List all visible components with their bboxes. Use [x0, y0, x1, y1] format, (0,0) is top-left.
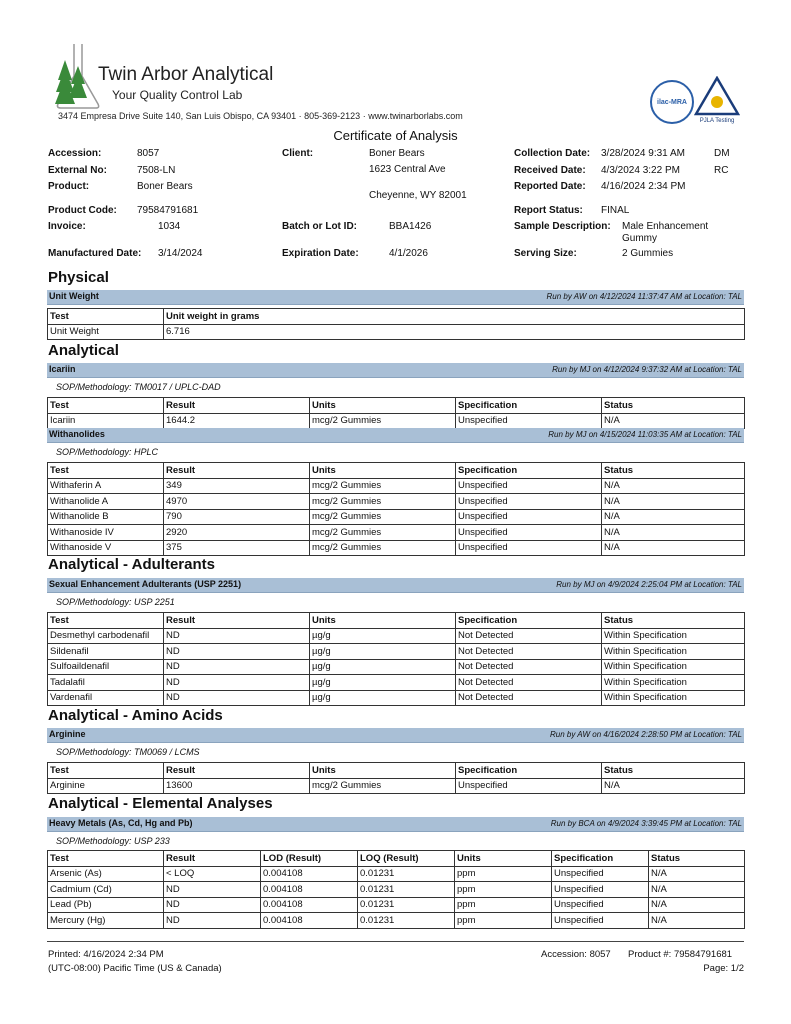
table-cell: Withanoside V — [48, 540, 164, 556]
band-label: Arginine — [49, 729, 86, 739]
client-address-1: 1623 Central Ave — [369, 164, 446, 175]
table-cell: ND — [164, 659, 310, 675]
table-cell: ND — [164, 644, 310, 660]
lab-address: 3474 Empresa Drive Suite 140, San Luis Obispo, CA 93401 · 805-369-2123 · www.twinarborlabs.com — [58, 111, 463, 121]
table-cell: 0.01231 — [358, 897, 455, 913]
column-header: LOD (Result) — [261, 851, 358, 867]
table-cell: 6.716 — [164, 324, 745, 340]
arginine-table — [47, 762, 745, 794]
table-row — [48, 897, 745, 913]
table-row — [48, 628, 745, 644]
table-row — [48, 494, 745, 510]
table-cell: Withanoside IV — [48, 525, 164, 541]
table-cell: Not Detected — [456, 659, 602, 675]
run-info: Run by AW on 4/16/2024 2:28:50 PM at Location: TAL — [550, 730, 742, 739]
table-header-row — [48, 309, 745, 325]
table-cell: Withanolide B — [48, 509, 164, 525]
table-cell: ND — [164, 675, 310, 691]
table-cell: mcg/2 Gummies — [310, 525, 456, 541]
table-cell: 0.004108 — [261, 882, 358, 898]
received-value: 4/3/2024 3:22 PM — [601, 165, 680, 176]
manufactured-value: 3/14/2024 — [158, 248, 203, 259]
table-cell: Sulfoaildenafil — [48, 659, 164, 675]
column-header: Units — [455, 851, 552, 867]
table-row — [48, 644, 745, 660]
column-header: LOQ (Result) — [358, 851, 455, 867]
reported-label: Reported Date: — [514, 181, 586, 192]
table-cell: Unit Weight — [48, 324, 164, 340]
table-cell: Unspecified — [552, 897, 649, 913]
table-cell: µg/g — [310, 659, 456, 675]
footer-product-number: Product #: 79584791681 — [628, 949, 733, 960]
product-label: Product: — [48, 181, 90, 192]
table-header-row — [48, 763, 745, 779]
column-header: Units — [310, 613, 456, 629]
table-cell: Withaferin A — [48, 478, 164, 494]
table-cell: mcg/2 Gummies — [310, 509, 456, 525]
table-cell: 4970 — [164, 494, 310, 510]
table-cell: ND — [164, 913, 261, 929]
column-header: Test — [48, 851, 164, 867]
report-status-label: Report Status: — [514, 205, 583, 216]
column-header: Specification — [456, 763, 602, 779]
sop-methodology: SOP/Methodology: USP 2251 — [56, 597, 175, 607]
table-row — [48, 659, 745, 675]
table-cell: Within Specification — [602, 690, 745, 706]
band-heavy-metals — [47, 817, 744, 832]
run-info: Run by BCA on 4/9/2024 3:39:45 PM at Location: TAL — [550, 819, 742, 828]
column-header: Result — [164, 398, 310, 414]
table-row — [48, 913, 745, 929]
lab-name: Twin Arbor Analytical — [98, 64, 274, 85]
table-cell: ppm — [455, 866, 552, 882]
batch-label: Batch or Lot ID: — [282, 221, 357, 232]
table-cell: Unspecified — [552, 913, 649, 929]
product-code-value: 79584791681 — [137, 205, 199, 216]
section-title-adulterants: Analytical - Adulterants — [48, 556, 215, 573]
table-row — [48, 882, 745, 898]
footer-accession: Accession: 8057 — [541, 949, 611, 960]
band-label: Icariin — [49, 364, 76, 374]
band-adulterants — [47, 578, 744, 593]
column-header: Unit weight in grams — [164, 309, 745, 325]
invoice-label: Invoice: — [48, 221, 86, 232]
table-cell: Unspecified — [456, 478, 602, 494]
table-cell: Mercury (Hg) — [48, 913, 164, 929]
table-cell: 0.004108 — [261, 866, 358, 882]
table-cell: Not Detected — [456, 644, 602, 660]
table-cell: Unspecified — [456, 778, 602, 794]
column-header: Test — [48, 398, 164, 414]
band-label: Withanolides — [49, 429, 105, 439]
table-header-row — [48, 851, 745, 867]
adulterants-table — [47, 612, 745, 706]
table-cell: ND — [164, 690, 310, 706]
table-cell: Lead (Pb) — [48, 897, 164, 913]
table-cell: 0.01231 — [358, 866, 455, 882]
table-cell: µg/g — [310, 644, 456, 660]
table-cell: Unspecified — [456, 413, 602, 429]
table-cell: ppm — [455, 897, 552, 913]
table-cell: Cadmium (Cd) — [48, 882, 164, 898]
external-value: 7508-LN — [137, 165, 176, 176]
table-cell: Not Detected — [456, 675, 602, 691]
column-header: Specification — [552, 851, 649, 867]
column-header: Status — [602, 763, 745, 779]
table-cell: Vardenafil — [48, 690, 164, 706]
section-title-amino-acids: Analytical - Amino Acids — [48, 707, 223, 724]
run-info: Run by MJ on 4/9/2024 2:25:04 PM at Location: TAL — [556, 580, 742, 589]
section-title-physical: Physical — [48, 269, 109, 286]
table-cell: Tadalafil — [48, 675, 164, 691]
timezone: (UTC-08:00) Pacific Time (US & Canada) — [48, 963, 222, 974]
table-row — [48, 690, 745, 706]
table-cell: Not Detected — [456, 690, 602, 706]
table-cell: 349 — [164, 478, 310, 494]
heavy-metals-table — [47, 850, 745, 929]
report-status-value: FINAL — [601, 205, 630, 216]
table-header-row — [48, 613, 745, 629]
accession-value: 8057 — [137, 148, 160, 159]
column-header: Status — [649, 851, 745, 867]
product-code-label: Product Code: — [48, 205, 117, 216]
column-header: Result — [164, 613, 310, 629]
table-cell: Within Specification — [602, 644, 745, 660]
client-address-2: Cheyenne, WY 82001 — [369, 190, 467, 201]
column-header: Specification — [456, 613, 602, 629]
sop-methodology: SOP/Methodology: USP 233 — [56, 836, 170, 846]
table-cell: Within Specification — [602, 659, 745, 675]
table-cell: 2920 — [164, 525, 310, 541]
table-cell: Unspecified — [552, 882, 649, 898]
table-cell: Within Specification — [602, 675, 745, 691]
footer-divider — [47, 941, 744, 942]
table-row — [48, 324, 745, 340]
table-cell: ppm — [455, 882, 552, 898]
table-cell: 0.01231 — [358, 913, 455, 929]
table-cell: Desmethyl carbodenafil — [48, 628, 164, 644]
client-label: Client: — [282, 148, 314, 159]
table-cell: 13600 — [164, 778, 310, 794]
manufactured-label: Manufactured Date: — [48, 248, 142, 259]
column-header: Specification — [456, 463, 602, 479]
band-label: Sexual Enhancement Adulterants (USP 2251) — [49, 579, 242, 589]
table-cell: Within Specification — [602, 628, 745, 644]
band-arginine — [47, 728, 744, 743]
table-cell: Arsenic (As) — [48, 866, 164, 882]
band-unit-weight — [47, 290, 744, 305]
column-header: Status — [602, 463, 745, 479]
table-header-row — [48, 398, 745, 414]
table-row — [48, 525, 745, 541]
table-row — [48, 540, 745, 556]
page-number: Page: 1/2 — [703, 963, 744, 974]
table-cell: N/A — [602, 413, 745, 429]
table-cell: N/A — [602, 494, 745, 510]
column-header: Test — [48, 463, 164, 479]
unit-weight-table — [47, 308, 745, 340]
column-header: Test — [48, 613, 164, 629]
table-cell: Not Detected — [456, 628, 602, 644]
table-cell: µg/g — [310, 690, 456, 706]
table-cell: ND — [164, 882, 261, 898]
client-name: Boner Bears — [369, 148, 425, 159]
withanolides-table — [47, 462, 745, 556]
section-title-elemental: Analytical - Elemental Analyses — [48, 795, 273, 812]
table-cell: Sildenafil — [48, 644, 164, 660]
table-cell: Withanolide A — [48, 494, 164, 510]
lab-tagline: Your Quality Control Lab — [112, 88, 243, 102]
run-info: Run by AW on 4/12/2024 11:37:47 AM at Location: TAL — [546, 292, 742, 301]
table-cell: 790 — [164, 509, 310, 525]
accession-label: Accession: — [48, 148, 102, 159]
table-header-row — [48, 463, 745, 479]
section-title-analytical: Analytical — [48, 342, 119, 359]
column-header: Units — [310, 763, 456, 779]
table-cell: mcg/2 Gummies — [310, 778, 456, 794]
table-row — [48, 509, 745, 525]
table-cell: < LOQ — [164, 866, 261, 882]
table-cell: N/A — [602, 540, 745, 556]
table-cell: N/A — [649, 882, 745, 898]
table-cell: N/A — [649, 897, 745, 913]
external-label: External No: — [48, 165, 107, 176]
table-cell: Unspecified — [456, 540, 602, 556]
icariin-table — [47, 397, 745, 429]
table-cell: 0.01231 — [358, 882, 455, 898]
run-info: Run by MJ on 4/12/2024 9:37:32 AM at Location: TAL — [552, 365, 742, 374]
column-header: Units — [310, 463, 456, 479]
table-cell: N/A — [602, 525, 745, 541]
table-row — [48, 413, 745, 429]
document-title: Certificate of Analysis — [333, 128, 458, 143]
table-cell: N/A — [649, 866, 745, 882]
column-header: Test — [48, 309, 164, 325]
serving-size-label: Serving Size: — [514, 248, 577, 259]
invoice-value: 1034 — [158, 221, 181, 232]
sop-methodology: SOP/Methodology: HPLC — [56, 447, 159, 457]
sample-description-2: Gummy — [622, 233, 657, 244]
table-cell: ND — [164, 628, 310, 644]
column-header: Specification — [456, 398, 602, 414]
pjla-logo — [694, 76, 740, 126]
table-row — [48, 866, 745, 882]
table-cell: Unspecified — [456, 525, 602, 541]
table-row — [48, 478, 745, 494]
band-label: Unit Weight — [49, 291, 99, 301]
table-cell: N/A — [602, 509, 745, 525]
sop-methodology: SOP/Methodology: TM0069 / LCMS — [56, 747, 200, 757]
collection-value: 3/28/2024 9:31 AM — [601, 148, 685, 159]
table-cell: 0.004108 — [261, 897, 358, 913]
batch-value: BBA1426 — [389, 221, 432, 232]
collection-label: Collection Date: — [514, 148, 591, 159]
product-value: Boner Bears — [137, 181, 193, 192]
table-cell: N/A — [602, 478, 745, 494]
expiration-value: 4/1/2026 — [389, 248, 428, 259]
table-cell: 0.004108 — [261, 913, 358, 929]
table-cell: 1644.2 — [164, 413, 310, 429]
table-cell: mcg/2 Gummies — [310, 494, 456, 510]
table-cell: µg/g — [310, 675, 456, 691]
table-cell: ND — [164, 897, 261, 913]
table-cell: 375 — [164, 540, 310, 556]
column-header: Result — [164, 763, 310, 779]
column-header: Result — [164, 463, 310, 479]
tree-logo-icon — [52, 42, 102, 110]
table-cell: Unspecified — [456, 509, 602, 525]
expiration-label: Expiration Date: — [282, 248, 359, 259]
table-cell: N/A — [602, 778, 745, 794]
column-header: Test — [48, 763, 164, 779]
printed-date: Printed: 4/16/2024 2:34 PM — [48, 949, 164, 960]
table-row — [48, 778, 745, 794]
table-row — [48, 675, 745, 691]
received-label: Received Date: — [514, 165, 586, 176]
column-header: Units — [310, 398, 456, 414]
table-cell: Arginine — [48, 778, 164, 794]
reported-value: 4/16/2024 2:34 PM — [601, 181, 686, 192]
ilac-mra-logo: ilac-MRA — [650, 80, 694, 124]
table-cell: ppm — [455, 913, 552, 929]
collection-initials: DM — [714, 148, 730, 159]
table-cell: Icariin — [48, 413, 164, 429]
table-cell: µg/g — [310, 628, 456, 644]
table-cell: Unspecified — [552, 866, 649, 882]
band-icariin — [47, 363, 744, 378]
received-initials: RC — [714, 165, 729, 176]
band-withanolides — [47, 428, 744, 443]
column-header: Status — [602, 613, 745, 629]
serving-size-value: 2 Gummies — [622, 248, 674, 259]
table-cell: mcg/2 Gummies — [310, 478, 456, 494]
table-cell: N/A — [649, 913, 745, 929]
table-cell: mcg/2 Gummies — [310, 413, 456, 429]
sample-description-1: Male Enhancement — [622, 221, 709, 232]
column-header: Result — [164, 851, 261, 867]
sample-description-label: Sample Description: — [514, 221, 611, 232]
table-cell: Unspecified — [456, 494, 602, 510]
band-label: Heavy Metals (As, Cd, Hg and Pb) — [49, 818, 193, 828]
table-cell: mcg/2 Gummies — [310, 540, 456, 556]
sop-methodology: SOP/Methodology: TM0017 / UPLC-DAD — [56, 382, 221, 392]
pjla-logo-text: PJLA Testing — [699, 118, 735, 124]
run-info: Run by MJ on 4/15/2024 11:03:35 AM at Location: TAL — [548, 430, 742, 439]
column-header: Status — [602, 398, 745, 414]
